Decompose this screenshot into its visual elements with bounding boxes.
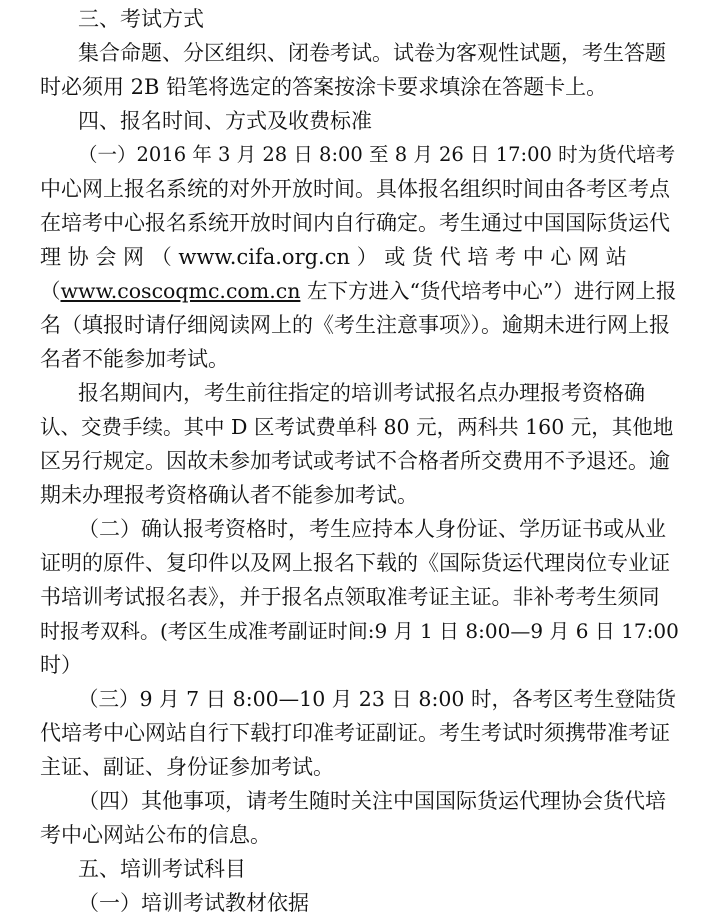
body-line: 时报考双科。(考区生成准考副证时间:9 月 1 日 8:00—9 月 6 日 17:00 (40, 619, 679, 643)
body-line: 理 协 会 网 （ www.cifa.org.cn ） 或 货 代 培 考 中 心 网 站 (40, 245, 627, 269)
body-line: 认、交费手续。其中 D 区考试费单科 80 元，两科共 160 元，其他地 (40, 415, 674, 439)
body-line: 证明的原件、复印件以及网上报名下载的《国际货运代理岗位专业证 (40, 551, 670, 575)
body-line: 时必须用 2B 铅笔将选定的答案按涂卡要求填涂在答题卡上。 (40, 75, 608, 99)
subsection-heading: （一）培训考试教材依据 (78, 891, 309, 915)
body-line: 代培考中心网站自行下载打印准考证副证。考生考试时须携带准考证 (40, 721, 670, 745)
body-line: 名（填报时请仔细阅读网上的《考生注意事项》）。逾期未进行网上报 (40, 313, 670, 337)
body-line: 主证、副证、身份证参加考试。 (40, 755, 334, 779)
body-line: 时） (40, 653, 82, 677)
body-line: 书培训考试报名表》，并于报名点领取准考证主证。非补考考生须同 (40, 585, 660, 609)
website-link[interactable]: www.coscoqmc.com.cn (60, 279, 301, 303)
section-heading-4: 四、报名时间、方式及收费标准 (78, 109, 372, 133)
body-line: 区另行规定。因故未参加考试或考试不合格者所交费用不予退还。逾 (40, 449, 670, 473)
body-line: 集合命题、分区组织、闭卷考试。试卷为客观性试题，考生答题 (78, 41, 666, 65)
body-line: 考中心网站公布的信息。 (40, 823, 271, 847)
body-line: （四）其他事项，请考生随时关注中国国际货运代理协会货代培 (78, 789, 666, 813)
body-line: 在培考中心报名系统开放时间内自行确定。考生通过中国国际货运代 (40, 211, 670, 235)
body-line: 中心网上报名系统的对外开放时间。具体报名组织时间由各考区考点 (40, 177, 670, 201)
body-line: （三）9 月 7 日 8:00—10 月 23 日 8:00 时，各考区考生登陆货 (78, 687, 676, 711)
body-line: 期未办理报考资格确认者不能参加考试。 (40, 483, 418, 507)
body-line: （二）确认报考资格时，考生应持本人身份证、学历证书或从业 (78, 517, 666, 541)
section-heading-3: 三、考试方式 (78, 7, 204, 31)
body-line: （一）2016 年 3 月 28 日 8:00 至 8 月 26 日 17:00 时为货代培考 (78, 143, 676, 166)
body-text: 左下方进入“货代培考中心”）进行网上报 (300, 279, 677, 303)
body-line: 报名期间内，考生前往指定的培训考试报名点办理报考资格确 (78, 381, 645, 405)
body-line: 名者不能参加考试。 (40, 347, 229, 371)
paren-open: （ (40, 279, 61, 303)
body-line-with-link (40, 276, 676, 306)
section-heading-5: 五、培训考试科目 (78, 857, 246, 881)
